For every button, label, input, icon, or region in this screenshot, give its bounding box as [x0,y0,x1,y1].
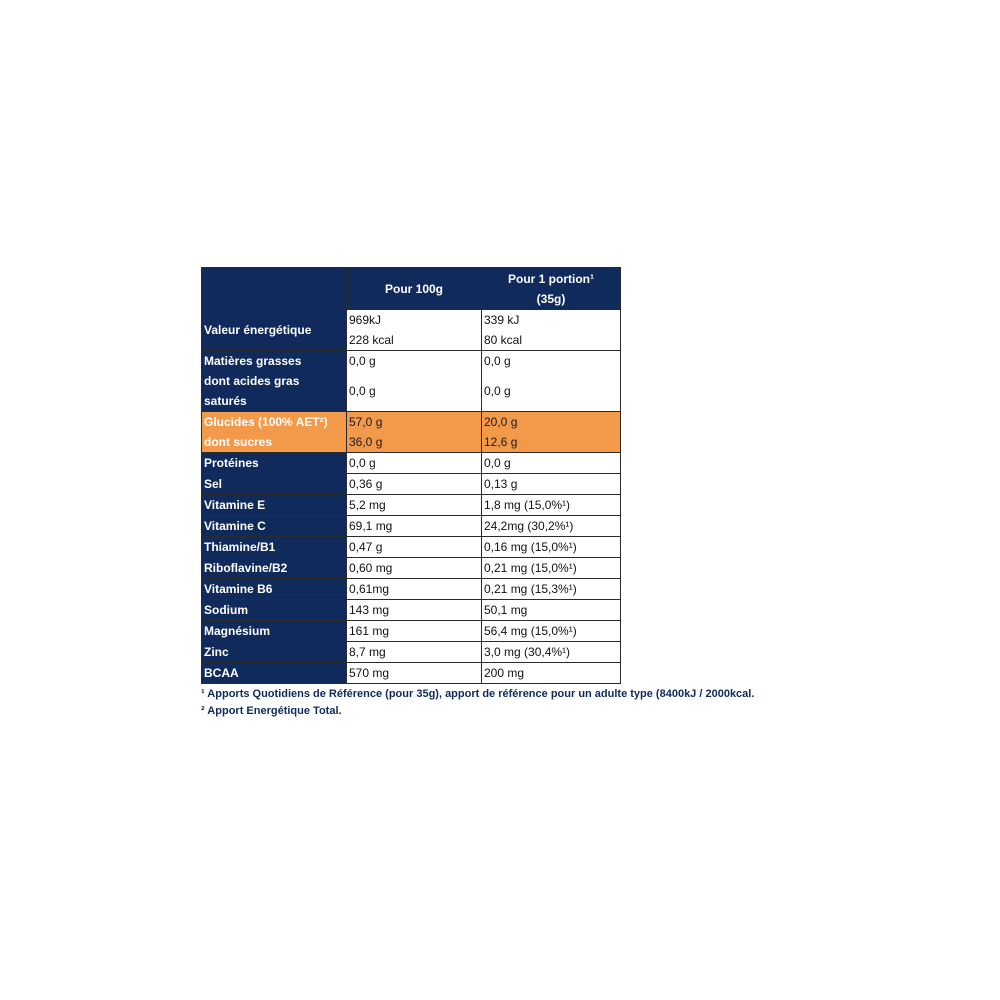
cell-carbs-per100 [347,412,482,453]
carbs-portion-total: 20,0 g [484,415,518,429]
nutrition-table [201,267,621,684]
cell-energy-per100 [347,310,482,351]
cell-portion: 0,21 mg (15,3%¹) [482,579,621,600]
cell-fats-per100 [347,351,482,412]
simple-rows-group [202,453,621,684]
row-label: Vitamine C [202,516,347,537]
cell-per100: 5,2 mg [347,495,482,516]
energy-portion-kcal: 80 kcal [484,333,523,347]
cell-portion: 24,2mg (30,2%¹) [482,516,621,537]
table-row-fats [202,351,621,412]
header-per-100g: Pour 100g [347,268,482,310]
fats-label-line1: Matières grasses [204,354,302,368]
carbs-portion-sugars: 12,6 g [484,435,518,449]
cell-energy-portion [482,310,621,351]
table-row-carbs [202,412,621,453]
row-label: Riboflavine/B2 [202,558,347,579]
carbs-label-line2: dont sucres [204,435,273,449]
row-label-fats [202,351,347,412]
energy-per100-kj: 969kJ [349,313,382,327]
header-per-portion-line2: (35g) [536,291,566,306]
cell-portion: 50,1 mg [482,600,621,621]
cell-per100: 69,1 mg [347,516,482,537]
table-row [202,642,621,663]
cell-portion: 0,0 g [482,453,621,474]
cell-portion: 0,13 g [482,474,621,495]
cell-per100: 0,60 mg [347,558,482,579]
row-label-energy: Valeur énergétique [202,310,347,351]
header-empty-cell [202,268,347,310]
energy-per100-kcal: 228 kcal [349,333,394,347]
cell-per100: 143 mg [347,600,482,621]
footnotes [201,686,755,720]
cell-portion: 0,16 mg (15,0%¹) [482,537,621,558]
header-per-portion-line1: Pour 1 portion¹ [508,271,594,286]
table-row-energy [202,310,621,351]
row-label: Magnésium [202,621,347,642]
table-header-row [202,268,621,310]
row-label: BCAA [202,663,347,684]
fats-label-line3: saturés [204,394,247,408]
row-label: Protéines [202,453,347,474]
nutrition-facts-panel [201,267,755,720]
row-label: Sodium [202,600,347,621]
carbs-label-line1: Glucides (100% AET²) [204,415,328,429]
cell-portion: 3,0 mg (30,4%¹) [482,642,621,663]
cell-portion: 200 mg [482,663,621,684]
fats-per100-saturated: 0,0 g [349,384,376,398]
energy-portion-kj: 339 kJ [484,313,520,327]
table-row [202,558,621,579]
row-label: Sel [202,474,347,495]
table-row [202,663,621,684]
table-row [202,453,621,474]
cell-carbs-portion [482,412,621,453]
cell-per100: 0,36 g [347,474,482,495]
cell-portion: 0,21 mg (15,0%¹) [482,558,621,579]
fats-label-line2: dont acides gras [204,374,300,388]
cell-per100: 0,47 g [347,537,482,558]
cell-per100: 570 mg [347,663,482,684]
table-row [202,516,621,537]
fats-per100-total: 0,0 g [349,354,376,368]
table-row [202,537,621,558]
footnote-2: ² Apport Energétique Total. [201,705,342,717]
carbs-per100-sugars: 36,0 g [349,435,383,449]
row-label: Vitamine B6 [202,579,347,600]
header-per-portion [482,268,621,310]
cell-fats-portion [482,351,621,412]
cell-per100: 161 mg [347,621,482,642]
row-label: Zinc [202,642,347,663]
table-row [202,600,621,621]
cell-per100: 0,0 g [347,453,482,474]
cell-portion: 1,8 mg (15,0%¹) [482,495,621,516]
table-row [202,579,621,600]
footnote-1: ¹ Apports Quotidiens de Référence (pour 35g), apport de référence pour un adulte type (8400kJ / 2000kcal. [201,688,755,700]
row-label-carbs [202,412,347,453]
fats-portion-saturated: 0,0 g [484,384,511,398]
table-row [202,621,621,642]
fats-portion-total: 0,0 g [484,354,511,368]
cell-per100: 0,61mg [347,579,482,600]
table-row [202,474,621,495]
row-label: Vitamine E [202,495,347,516]
cell-per100: 8,7 mg [347,642,482,663]
row-label: Thiamine/B1 [202,537,347,558]
carbs-per100-total: 57,0 g [349,415,383,429]
table-row [202,495,621,516]
cell-portion: 56,4 mg (15,0%¹) [482,621,621,642]
